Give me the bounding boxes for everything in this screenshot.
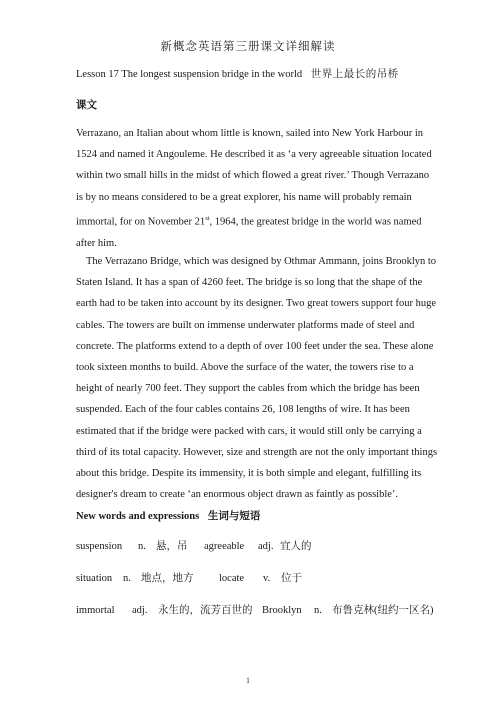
vocab-word: situation bbox=[76, 573, 113, 584]
vocab-pos: v. bbox=[263, 573, 271, 584]
paragraph-line: cables. The towers are built on immense underwater platforms made of steel and bbox=[76, 319, 415, 331]
paragraph-line: within two small hills in the midst of which flowed a great river.’ Though Verrazano bbox=[76, 170, 430, 182]
vocab-word: immortal bbox=[76, 605, 115, 616]
paragraph-line: third of its total capacity. However, size and strength are not the only important things bbox=[76, 446, 438, 458]
vocab-word: agreeable bbox=[204, 541, 245, 552]
paragraph-line: estimated that if the bridge were packed with cars, it would still only be carrying a bbox=[76, 425, 422, 437]
vocab-pos: n. bbox=[123, 573, 131, 584]
paragraph-line: after him. bbox=[76, 237, 117, 249]
vocab-pos: adj. bbox=[132, 605, 148, 616]
paragraph-line: The Verrazano Bridge, which was designed by Othmar Ammann, joins Brooklyn to bbox=[86, 256, 437, 267]
date-text: immortal, for on November 21 bbox=[76, 216, 206, 228]
paragraph-line: Verrazano, an Italian about whom little is known, sailed into New York Harbour in bbox=[76, 128, 424, 139]
paragraph-line: Staten Island. It has a span of 4260 feet. The bridge is so long that the shape of the bbox=[76, 277, 423, 289]
paragraph-line: is by no means considered to be a great explorer, his name will probably remain bbox=[76, 191, 412, 203]
vocab-row bbox=[76, 602, 434, 617]
paragraph-line: earth had to be taken into account by its designer. Two great towers support four huge bbox=[76, 298, 437, 310]
page-number: 1 bbox=[246, 676, 250, 685]
vocab-pos: adj. bbox=[258, 541, 274, 552]
vocab-row bbox=[76, 570, 302, 585]
paragraph-2 bbox=[76, 251, 438, 505]
paragraph-line: height of nearly 700 feet. They support the cables from which the bridge has been bbox=[76, 383, 420, 395]
vocab-word: locate bbox=[219, 573, 245, 584]
vocab-word: suspension bbox=[76, 541, 123, 552]
vocab-label-cn: 生词与短语 bbox=[207, 511, 261, 522]
paragraph-line: took sixteen months to build. Above the surface of the water, the towers rise to a bbox=[76, 362, 414, 374]
vocab-definition: 布鲁克林(纽约一区名) bbox=[332, 605, 434, 616]
section-label-vocab bbox=[76, 508, 260, 523]
page-header: 新概念英语第三册课文详细解读 bbox=[160, 41, 336, 53]
vocab-definition: 永生的，流芳百世的 bbox=[158, 605, 253, 616]
vocab-definition: 悬，吊 bbox=[156, 541, 188, 552]
vocab-definition: 位于 bbox=[281, 573, 302, 584]
vocab-definition: 宜人的 bbox=[280, 541, 312, 552]
vocab-definition: 地点，地方 bbox=[141, 573, 194, 584]
paragraph-line: designer's dream to create ‘an enormous object drawn as faintly as possible’. bbox=[76, 489, 399, 501]
vocab-pos: n. bbox=[314, 605, 322, 616]
date-text-rest: , 1964, the greatest bridge in the world was named bbox=[209, 216, 422, 228]
paragraph-line: 1524 and named it Angouleme. He described it as ‘a very agreeable situation located bbox=[76, 149, 432, 161]
vocab-label-en: New words and expressions bbox=[76, 511, 200, 522]
ordinal-suffix: st bbox=[205, 214, 210, 222]
lesson-title-en: Lesson 17 The longest suspension bridge in the world bbox=[76, 69, 303, 80]
vocab-row bbox=[76, 538, 312, 553]
section-label-text: 课文 bbox=[76, 100, 97, 111]
lesson-title bbox=[76, 66, 399, 81]
paragraph-line bbox=[76, 208, 426, 233]
lesson-title-cn: 世界上最长的吊桥 bbox=[310, 69, 399, 80]
vocab-pos: n. bbox=[138, 541, 146, 552]
paragraph-line: concrete. The platforms extend to a depth of over 100 feet under the sea. These alone bbox=[76, 340, 434, 352]
vocab-word: Brooklyn bbox=[262, 605, 302, 616]
paragraph-line: about this bridge. Despite its immensity, it is both simple and elegant, fulfilling its bbox=[76, 468, 422, 480]
paragraph-1 bbox=[76, 123, 432, 254]
paragraph-line: suspended. Each of the four cables contains 26, 108 lengths of wire. It has been bbox=[76, 404, 410, 416]
